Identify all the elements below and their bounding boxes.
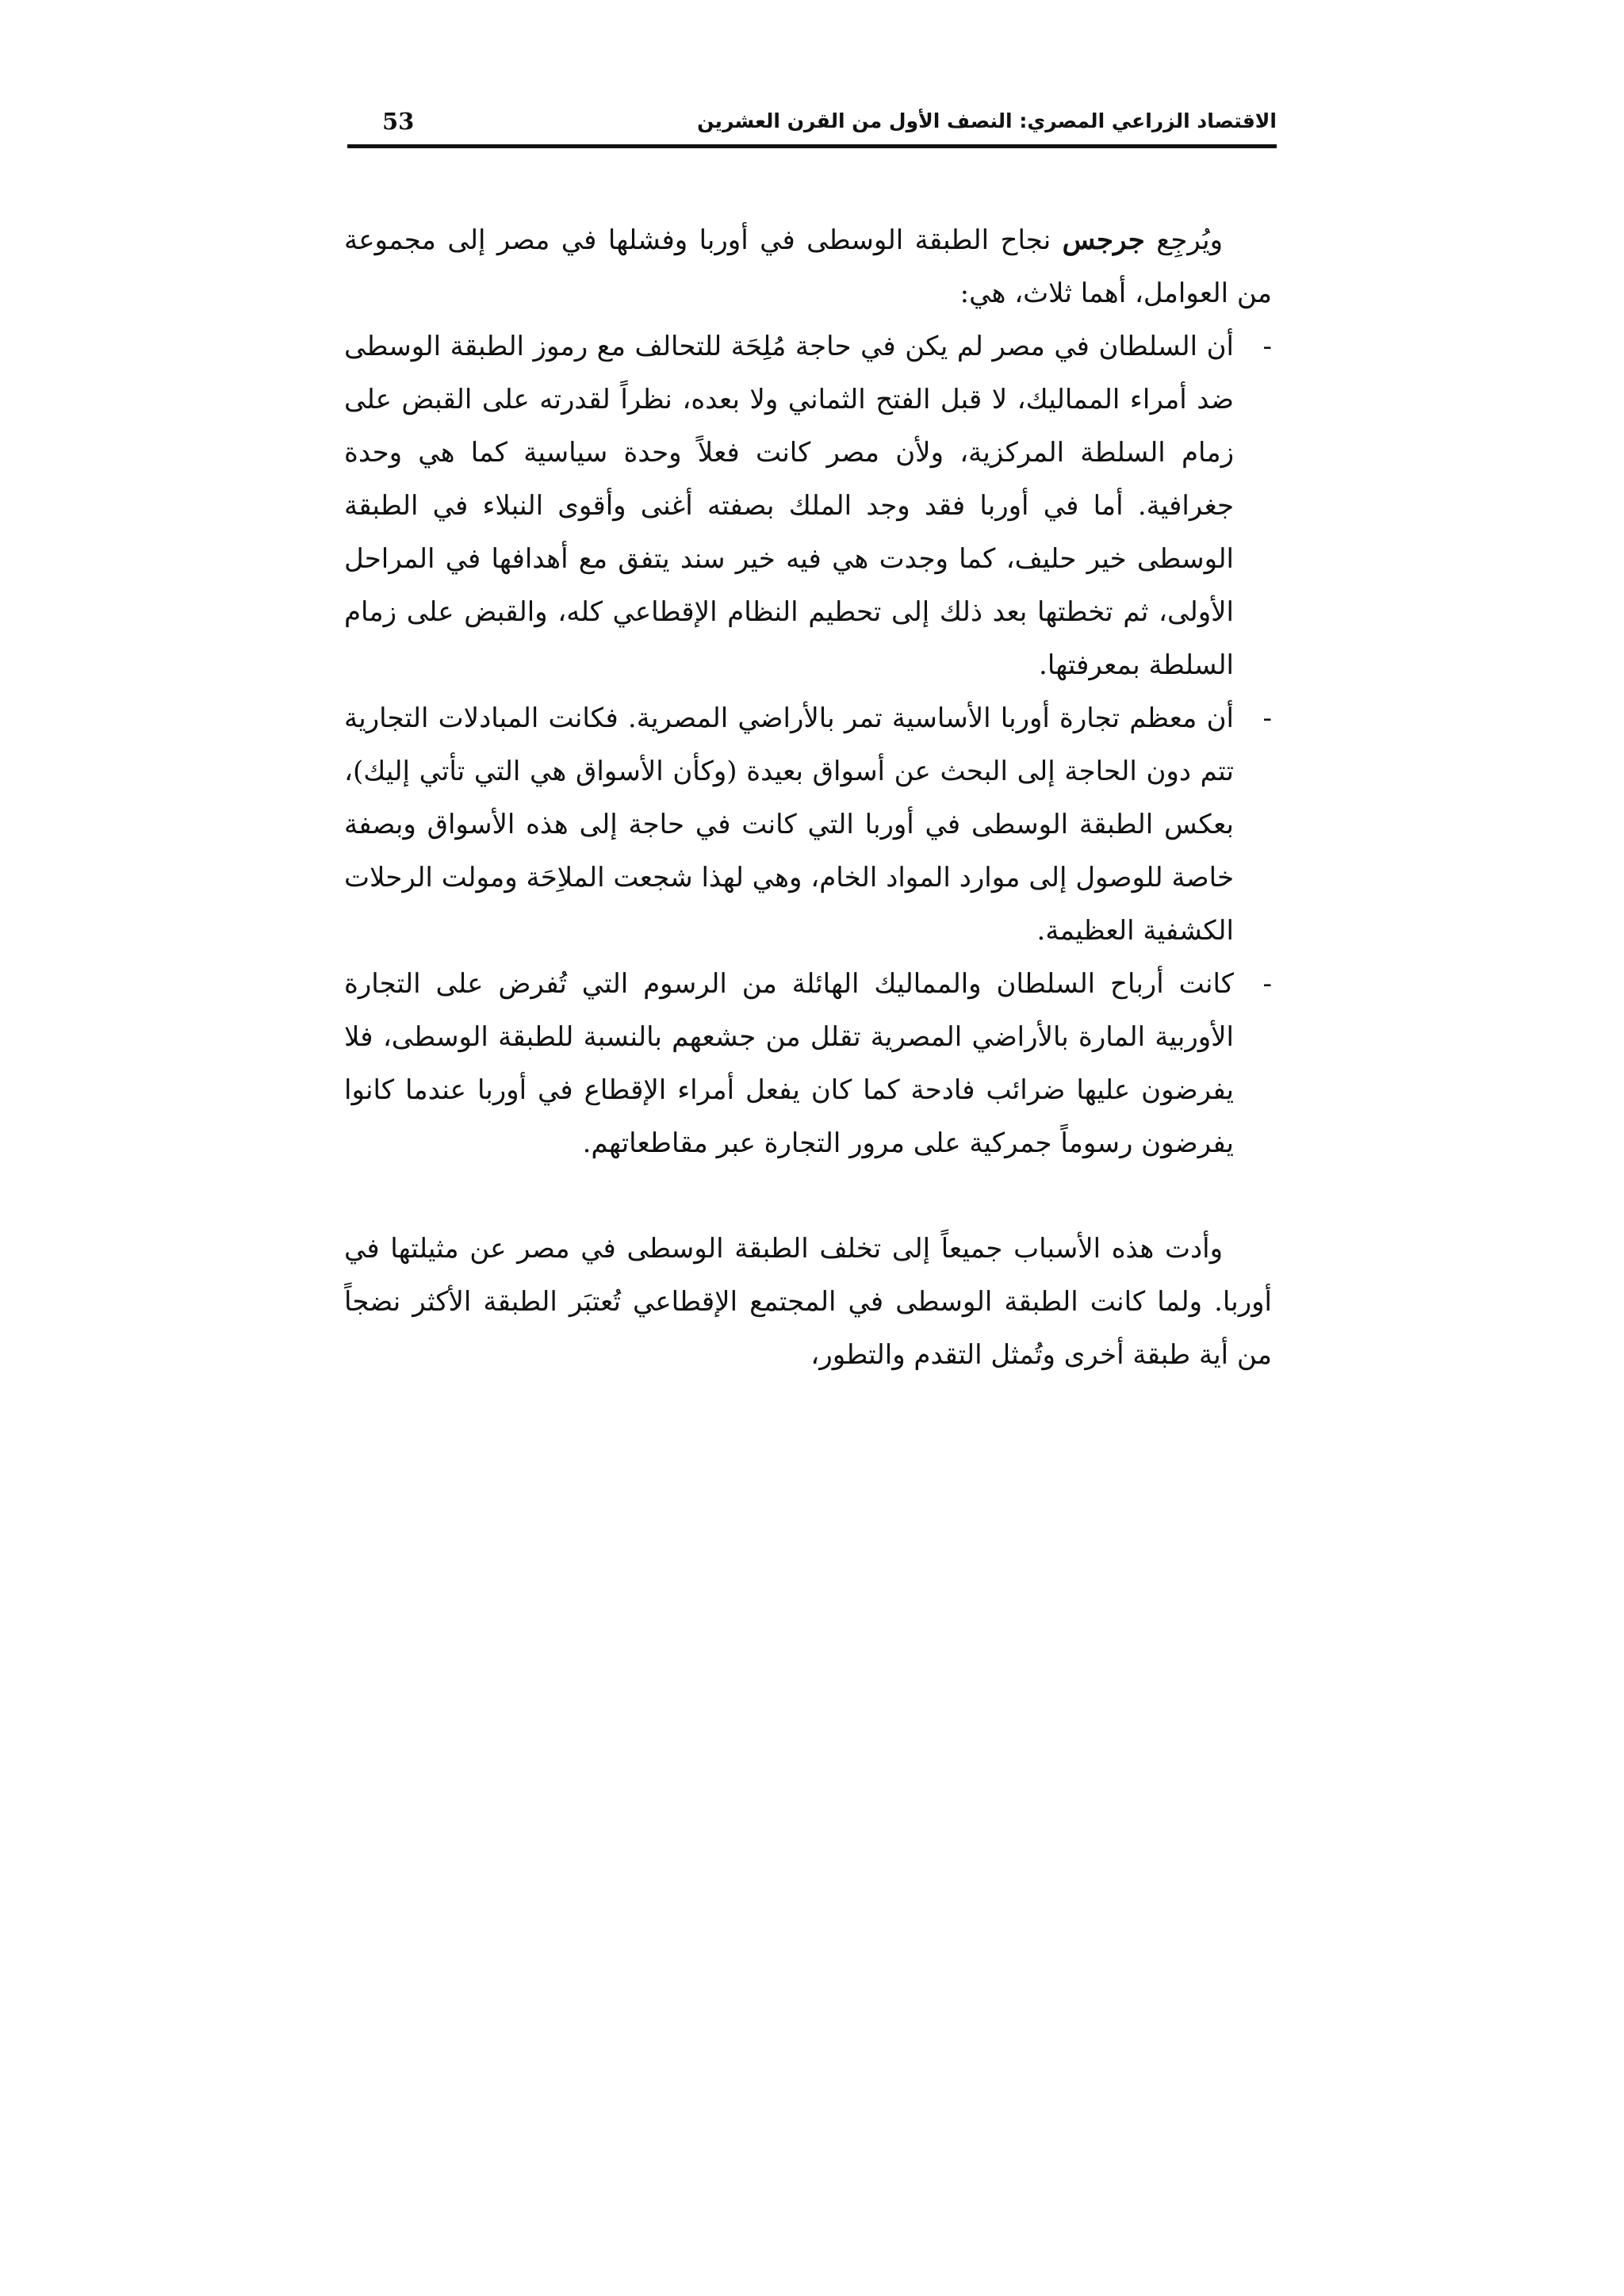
running-header — [347, 100, 1277, 147]
body-text — [344, 214, 1272, 1382]
list-item-text: أن معظم تجارة أوربا الأساسية تمر بالأراضي المصرية. فكانت المبادلات التجارية تتم دون الحاجة إلى البحث عن أسواق بعيدة (وكأن الأسواق هي التي تأتي إليك)، بعكس الطبقة الوسطى في أوربا التي كانت في حاجة إلى هذه الأسواق وبصفة خاصة للوصول إلى موارد المواد الخام، وهي لهذا شجعت الملاِحَة ومولت الرحلات الكشفية العظيمة. — [344, 702, 1234, 947]
list-item — [344, 958, 1272, 1170]
list-item — [344, 320, 1272, 692]
author-name: جرجس — [1062, 224, 1145, 256]
bullet-marker: - — [1262, 331, 1272, 362]
list-item — [344, 692, 1272, 958]
list-item-text: أن السلطان في مصر لم يكن في حاجة مُلِحَة للتحالف مع رموز الطبقة الوسطى ضد أمراء المماليك، لا قبل الفتح الثماني ولا بعده، نظراً لقدرته على القبض على زمام السلطة المركزية، ولأن مصر كانت فعلاً وحدة سياسية كما هي وحدة جغرافية. أما في أوربا فقد وجد الملك بصفته أغنى وأقوى النبلاء في الطبقة الوسطى خير حليف، كما وجدت هي فيه خير سند يتفق مع أهدافها في المراحل الأولى، ثم تخطتها بعد ذلك إلى تحطيم النظام الإقطاعي كله، والقبض على زمام السلطة بمعرفتها. — [344, 331, 1234, 681]
paragraph-spacer — [344, 1170, 1272, 1223]
header-rule — [347, 144, 1277, 148]
page-number: 53 — [382, 108, 415, 135]
intro-rest: نجاح الطبقة الوسطى في أوربا وفشلها في مصر إلى مجموعة من العوامل، أهما ثلاث، هي: — [344, 224, 1272, 309]
conclusion-paragraph: وأدت هذه الأسباب جميعاً إلى تخلف الطبقة الوسطى في مصر عن مثيلتها في أوربا. ولما كانت الطبقة الوسطى في المجتمع الإقطاعي تُعتبَر الطبقة الأكثر نضجاً من أية طبقة أخرى وتُمثل التقدم والتطور، — [344, 1233, 1272, 1371]
intro-lead: ويُرجِع — [1144, 224, 1224, 256]
factors-list — [344, 320, 1272, 1170]
bullet-marker: - — [1262, 968, 1272, 1000]
bullet-marker: - — [1262, 702, 1272, 734]
list-item-text: كانت أرباح السلطان والمماليك الهائلة من الرسوم التي تُفرض على التجارة الأوربية المارة بالأراضي المصرية تقلل من جشعهم بالنسبة للطبقة الوسطى، فلا يفرضون عليها ضرائب فادحة كما كان يفعل أمراء الإقطاع في أوربا عندما كانوا يفرضون رسوماً جمركية على مرور التجارة عبر مقاطعاتهم. — [344, 968, 1234, 1159]
intro-paragraph — [344, 214, 1272, 320]
running-header-title: الاقتصاد الزراعي المصري: النصف الأول من القرن العشرين — [697, 109, 1277, 132]
